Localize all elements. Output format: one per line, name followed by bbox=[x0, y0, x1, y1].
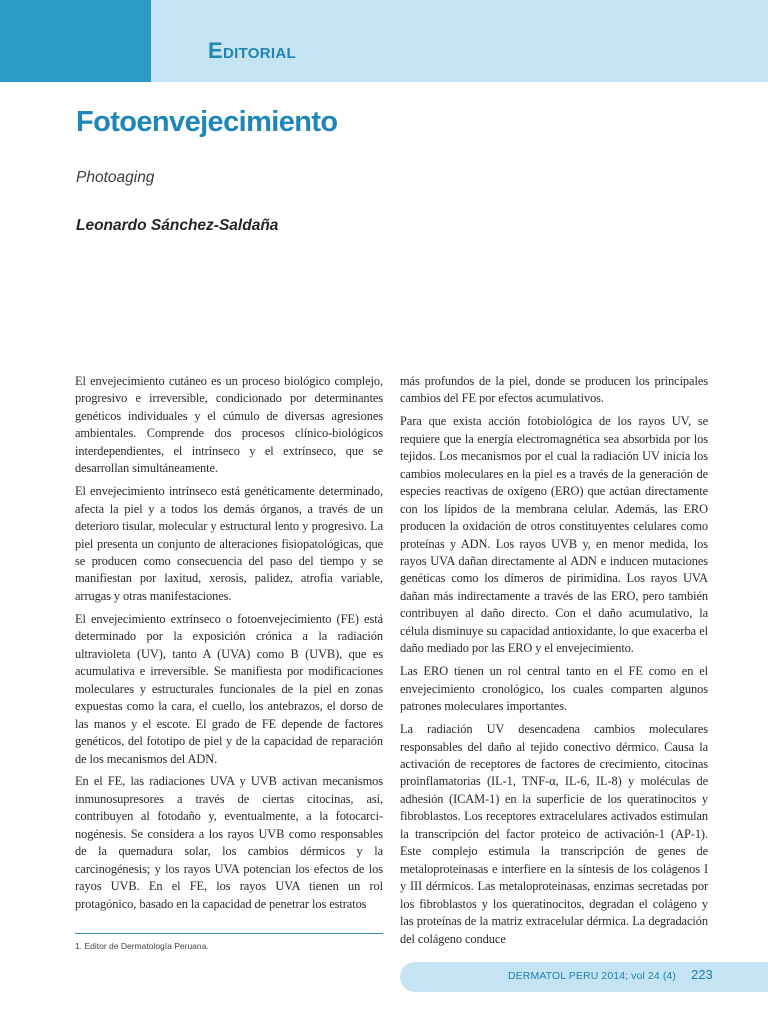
body-paragraph: En el FE, las radiaciones UVA y UVB activan mecanismos inmunosupresores a través de ciertas citocinas, así, contribuyen al fotodaño y, eventualmente, a la fotocarci-nogénesis. Se considera a los rayos UVB como responsables de la quemadura solar, los cambios dérmicos y la carcinogénesis; y los rayos UVA potencian los efectos de los rayos UVB. En el FE, los rayos UVA tienen un rol protagónico, basado en la capacidad de penetrar los estratos bbox=[75, 774, 383, 911]
body-paragraph: El envejecimiento extrínseco o fotoenvejecimiento (FE) está determinado por la exposición crónica a la radiación ultravioleta (UV), tanto A (UVA) como B (UVB), que es acumulativa e irreversible. Se manifiesta por modificaciones moleculares y estructurales funcionales de la piel en zonas expuestas como la cara, el cuello, los antebrazos, el dorso de las manos y el escote. El grado de FE depende de factores genéticos, del fototipo de piel y de la capacidad de reparación de los mecanismos del ADN. bbox=[75, 611, 383, 766]
article-subtitle: Photoaging bbox=[76, 169, 155, 186]
body-paragraph: Para que exista acción fotobiológica de los rayos UV, se requiere que la energía electromagnética sea absorbida por los tejidos. Los mecanismos por el cual la radiación UV inicia los cambios moleculares en la piel es a través de la generación de especies reactivas de oxígeno (ERO) que actúan directamente con los lípidos de la membrana celular. Además, las ERO producen la oxidación de otros constituyentes celulares como proteínas y ADN. Los rayos UVB y, en menor medida, los rayos UVA dañan directamente al ADN e inducen mutaciones genéticas como los dímeros de pirimidina. Los rayos UVA dañan más indirectamente a través de las ERO, pero también contribuyen al daño directo. Con el daño acumulativo, la célula disminuye su capacidad antioxidante, lo que exacerba el daño mediado por las ERO y el envejecimiento. bbox=[400, 414, 708, 656]
article-author: Leonardo Sánchez-Saldaña bbox=[76, 217, 279, 234]
header-accent-tab bbox=[0, 0, 151, 82]
footnote: 1. Editor de Dermatología Peruana. bbox=[75, 941, 209, 951]
footer-page-number: 223 bbox=[691, 967, 713, 982]
body-paragraph: más profundos de la piel, donde se producen los principales cambios del FE por efectos acumulativos. bbox=[400, 374, 708, 406]
body-paragraph: Las ERO tienen un rol central tanto en el FE como en el envejecimiento cronológico, los cuales comparten algunos patrones moleculares importantes. bbox=[400, 664, 708, 714]
body-paragraph: El envejecimiento intrínseco está genéticamente determinado, afecta la piel y a todos los demás órganos, a través de un deterioro tisular, molecular y estructural lento y progresivo. La piel presenta un conjunto de alteraciones fisiopatológicas, que se producen como consecuencia del paso del tiempo y se manifiestan por laxitud, xerosis, palidez, atrofia variable, arrugas y otras manifestaciones. bbox=[75, 484, 383, 603]
body-paragraph: La radiación UV desencadena cambios moleculares responsables del daño al tejido conectivo dérmico. Causa la activación de receptores de factores de crecimiento, citocinas proinflamatorias (IL-1, TNF-α, IL-6, IL-8) y moléculas de adhesión (ICAM-1) en la superficie de los queratinocitos y fibroblastos. Los receptores extracelulares activados estimulan la transcripción del factor proteico de activación-1 (AP-1). Este complejo estimula la transcripción de genes de metaloproteinasas e interfiere en la síntesis de los colágenos I y III dérmicos. Las metaloproteinasas, enzimas secretadas por los fibroblastos y los queratinocitos, degradan el colágeno y las proteínas de la matriz extracelular dérmica. La degradación del colágeno conduce bbox=[400, 722, 708, 946]
section-label: Editorial bbox=[208, 38, 296, 63]
footnote-divider bbox=[75, 933, 383, 934]
body-column-left bbox=[75, 373, 383, 919]
body-column-right bbox=[400, 373, 708, 954]
body-paragraph: El envejecimiento cutáneo es un proceso biológico complejo, progresivo e irreversible, condicionado por determinantes genéticos individuales y el cúmulo de diversas agresiones ambientales. Comprende dos procesos clínico-biológicos interdependientes, el intrínseco y el extrínseco, que se desarrollan simultáneamente. bbox=[75, 374, 383, 476]
footer-journal-citation: DERMATOL PERU 2014; vol 24 (4) bbox=[508, 970, 676, 982]
article-title: Fotoenvejecimiento bbox=[76, 106, 338, 138]
